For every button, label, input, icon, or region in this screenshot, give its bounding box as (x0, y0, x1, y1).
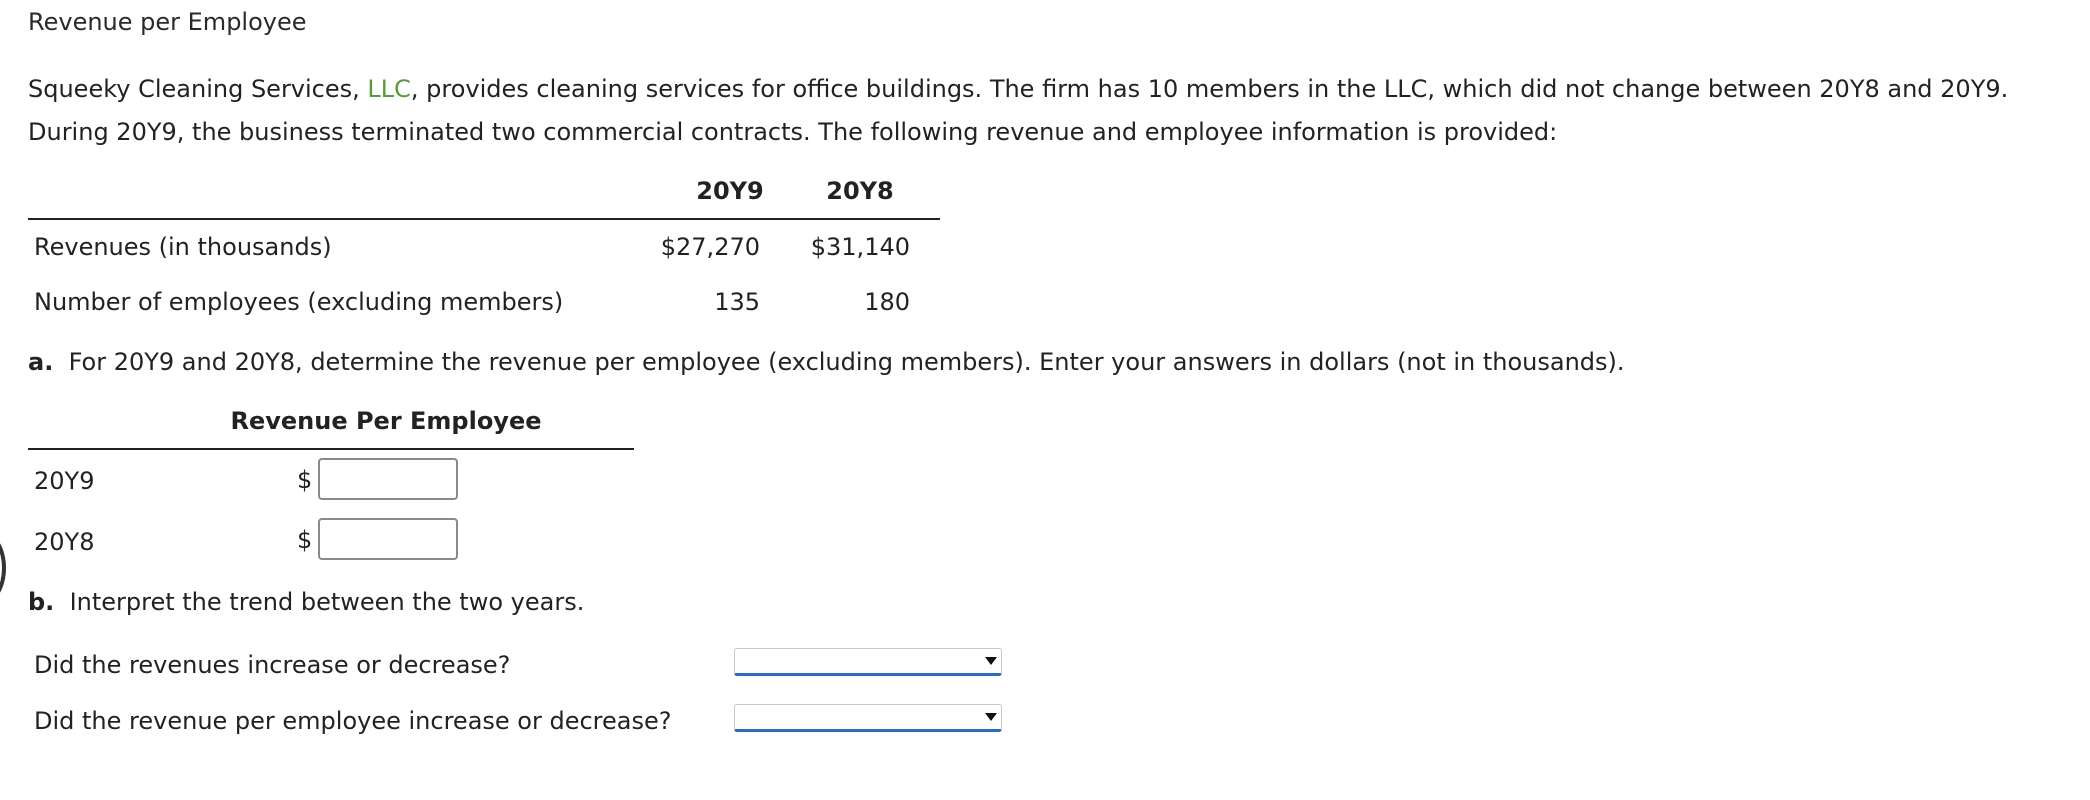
intro-text-pre: Squeeky Cleaning Services, (28, 75, 368, 103)
chevron-down-icon (985, 657, 997, 665)
intro-text-post: , provides cleaning services for office buildings. The firm has 10 members in the LLC, which did not change between 20Y8 and 20Y9. (410, 75, 2009, 103)
question-revenue-per-employee-trend: Did the revenue per employee increase or decrease? (34, 707, 672, 735)
revenue-per-employee-20y8-input[interactable] (318, 518, 458, 560)
answer-table-rule (28, 448, 634, 450)
revenues-20y8: $31,140 (810, 233, 910, 261)
col-header-20y9: 20Y9 (696, 177, 764, 205)
llc-glossary-link[interactable]: LLC (367, 75, 411, 103)
intro-line-1 (28, 68, 2008, 111)
part-b-label: b. (28, 588, 55, 616)
answer-row-year-20y9: 20Y9 (34, 467, 95, 495)
dollar-sign-20y8: $ (297, 526, 313, 554)
revenues-20y9: $27,270 (660, 233, 760, 261)
answer-row-year-20y8: 20Y8 (34, 528, 95, 556)
part-b-text: Interpret the trend between the two years. (69, 588, 585, 616)
employees-20y9: 135 (714, 288, 760, 316)
revenues-trend-select[interactable] (734, 648, 1002, 676)
part-a-label: a. (28, 348, 54, 376)
page-title: Revenue per Employee (28, 8, 307, 36)
side-panel-edge (0, 532, 6, 604)
revenue-per-employee-trend-select[interactable] (734, 704, 1002, 732)
chevron-down-icon (985, 713, 997, 721)
revenue-per-employee-header: Revenue Per Employee (230, 407, 542, 435)
info-table-rule (28, 218, 940, 220)
question-revenues-trend: Did the revenues increase or decrease? (34, 651, 511, 679)
employees-20y8: 180 (864, 288, 910, 316)
part-a-text: For 20Y9 and 20Y8, determine the revenue per employee (excluding members). Enter your answers in dollars (not in thousands). (68, 348, 1625, 376)
revenue-per-employee-20y9-input[interactable] (318, 458, 458, 500)
row-label-employees: Number of employees (excluding members) (34, 288, 564, 316)
part-b-prompt (28, 588, 584, 616)
part-a-prompt (28, 348, 1625, 376)
intro-line-2: During 20Y9, the business terminated two commercial contracts. The following revenue and employee information is provided: (28, 118, 1558, 146)
dollar-sign-20y9: $ (297, 466, 313, 494)
row-label-revenues: Revenues (in thousands) (34, 233, 332, 261)
col-header-20y8: 20Y8 (826, 177, 894, 205)
